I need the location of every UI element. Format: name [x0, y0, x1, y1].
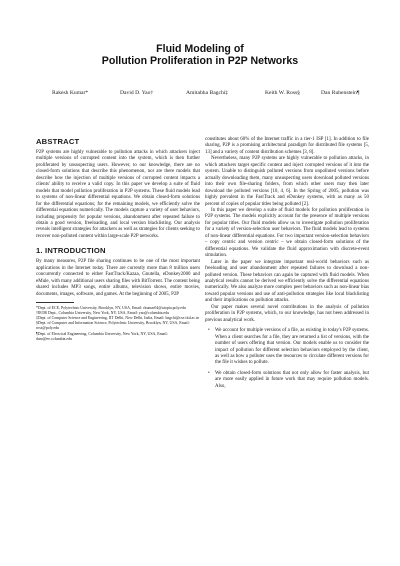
right-column [205, 137, 369, 394]
paper-title-line2: Pollution Proliferation in P2P Networks [101, 55, 299, 67]
body-paragraph-5: Our paper makes several novel contributions in the analysis of pollution proliferation in P2P systems, which, to our knowledge, has not been addressed in previous analytical work. [205, 304, 369, 323]
author-5: Dan Rubenstein¶ [321, 90, 360, 96]
abstract-text: P2P systems are highly vulnerable to pollution attacks in which attackers inject multiple versions of corrupted content into the system, which is then further proliferated by unsuspecting users. However, to our knowledge, there are no closed-form solutions that describe this phenomenon, nor are there models that describe how the injection of multiple versions of corrupted content impacts a clients' ability to receive a valid copy. In this paper we develop a suite of fluid models that model pollution proliferation in P2P systems. These fluid models lead to systems of non-linear differential equations. We obtain closed-form solutions for the differential equations; for the remaining models, we efficiently solve the differential equations numerically. The models capture a variety of user behaviors, including propensity for popular versions, abandonment after repeated failure to obtain a good version, freeloading, and local version blacklisting. Our analysis reveals intelligent strategies for attackers as well as strategies for clients seeking to recover non-polluted content within large-scale P2P networks. [36, 150, 200, 239]
footnote-4: §Dept. of Computer and Information Science, Polytechnic University, Brooklyn, NY, USA, Email: ross@poly.edu [36, 321, 190, 331]
footnote-5: ¶Dept. of Electrical Engineering, Columbia University, New York, NY, USA, Email: danr@ee.columbia.edu [36, 331, 168, 341]
bullet-dot: • [208, 370, 210, 376]
contribution-text: We account for multiple versions of a file, as existing in today's P2P systems. When a client searches for a file, they are returned a list of versions, with the number of users offering that version. Our models enable us to consider the impact of pollution for different selection behaviors employed by the client, as well as how a polluter uses the resources to circulate different versions for the file it wishes to pollute. [215, 328, 369, 366]
contribution-text: We obtain closed-form solutions that not only allow for faster analysis, but are more easily applied in future work that may require pollution models. Also, [215, 370, 369, 389]
body-paragraph-1: constitutes about 60% of the Internet traffic in a tier-1 ISP [1]. In addition to file sharing, P2P is a promising architectural paradigm for distributed file systems [5, 13] and a variety of content distribution schemes [3, 8]. [205, 137, 369, 155]
introduction-text: By many measures, P2P file sharing continues to be one of the most important applications in the Internet today. There are currently more than 8 million users concurrently connected to either FastTrack/Kazaa, Gnutella, eDonkey2000 and eMule, with many additional users sharing files with BitTorrent. The content being shared includes MP3 songs, entire albums, television shows, entire movies, documents, images, software, and games. At the beginning of 2005, P2P [36, 259, 200, 297]
author-2: David D. Yao† [120, 90, 154, 96]
footnote-2: †IEOR Dept., Columbia University, New York, NY, USA, Email: yao@columbia.edu [36, 311, 170, 316]
footnote-rule [36, 302, 74, 303]
author-4: Keith W. Ross§ [265, 90, 300, 96]
author-1: Rakesh Kumar* [52, 90, 89, 96]
author-3: Amitabha Bagchi‡ [186, 90, 229, 96]
author-list [52, 89, 360, 99]
contribution-item [205, 371, 369, 390]
footnote-1: *Dept. of ECE, Polytechnic University, Brooklyn, NY, USA, Email: rkumar04@utopia.poly.edu [36, 306, 186, 311]
body-paragraph-4: Later in the paper we integrate important real-world behaviors such as freeloading and user abandonment after repeated failures to download a non-polluted version. These behaviors can again be captured with fluid models. When analytical results cannot be derived we efficiently solve the differential equations numerically. We also analyze more complex peer behaviors such as non-linear bias toward popular versions and use of anti-pollution strategies like local blacklisting and their implications on pollution attacks. [205, 259, 369, 304]
body-paragraph-3: In this paper we develop a suite of fluid models for pollution proliferation in P2P systems. The models explicitly account for the presence of multiple versions for popular titles. Our fluid models allow us to investigate pollution proliferation for a variety of version-selection user behaviors. The fluid models lead to systems of non-linear differential equations. For two important version-selection behaviors – copy centric and version centric – we obtain closed-form solutions of the differential equations. We validate the fluid approximation with discrete-event simulation. [205, 207, 369, 259]
abstract-heading: ABSTRACT [36, 137, 80, 146]
footnote-3: ‡Dept. of Computer Science and Engineering, IIT Delhi, New Delhi, India, Email: bagchi@cse.iitd.ac.in [36, 316, 199, 321]
paper-title-line1: Fluid Modeling of [156, 43, 244, 55]
contribution-list [205, 328, 369, 390]
introduction-heading: 1. INTRODUCTION [36, 246, 106, 256]
bullet-dot: • [208, 328, 210, 334]
contribution-item [205, 328, 369, 367]
body-paragraph-2: Nevertheless, many P2P systems are highly vulnerable to pollution attacks, in which attackers target specific content and inject corrupted versions of it into the system. Unable to distinguish polluted versions from unpolluted versions before actually downloading them, many unsuspecting users download polluted versions into their own file-sharing folders, from which other users may then later download the polluted versions [10, 4, 6]. In the Spring of 2005, pollution was highly prevalent in the FastTrack and eDonkey systems, with as many as 50 percent of copies of popular titles being polluted [2]. [205, 156, 369, 207]
left-column [36, 137, 200, 342]
